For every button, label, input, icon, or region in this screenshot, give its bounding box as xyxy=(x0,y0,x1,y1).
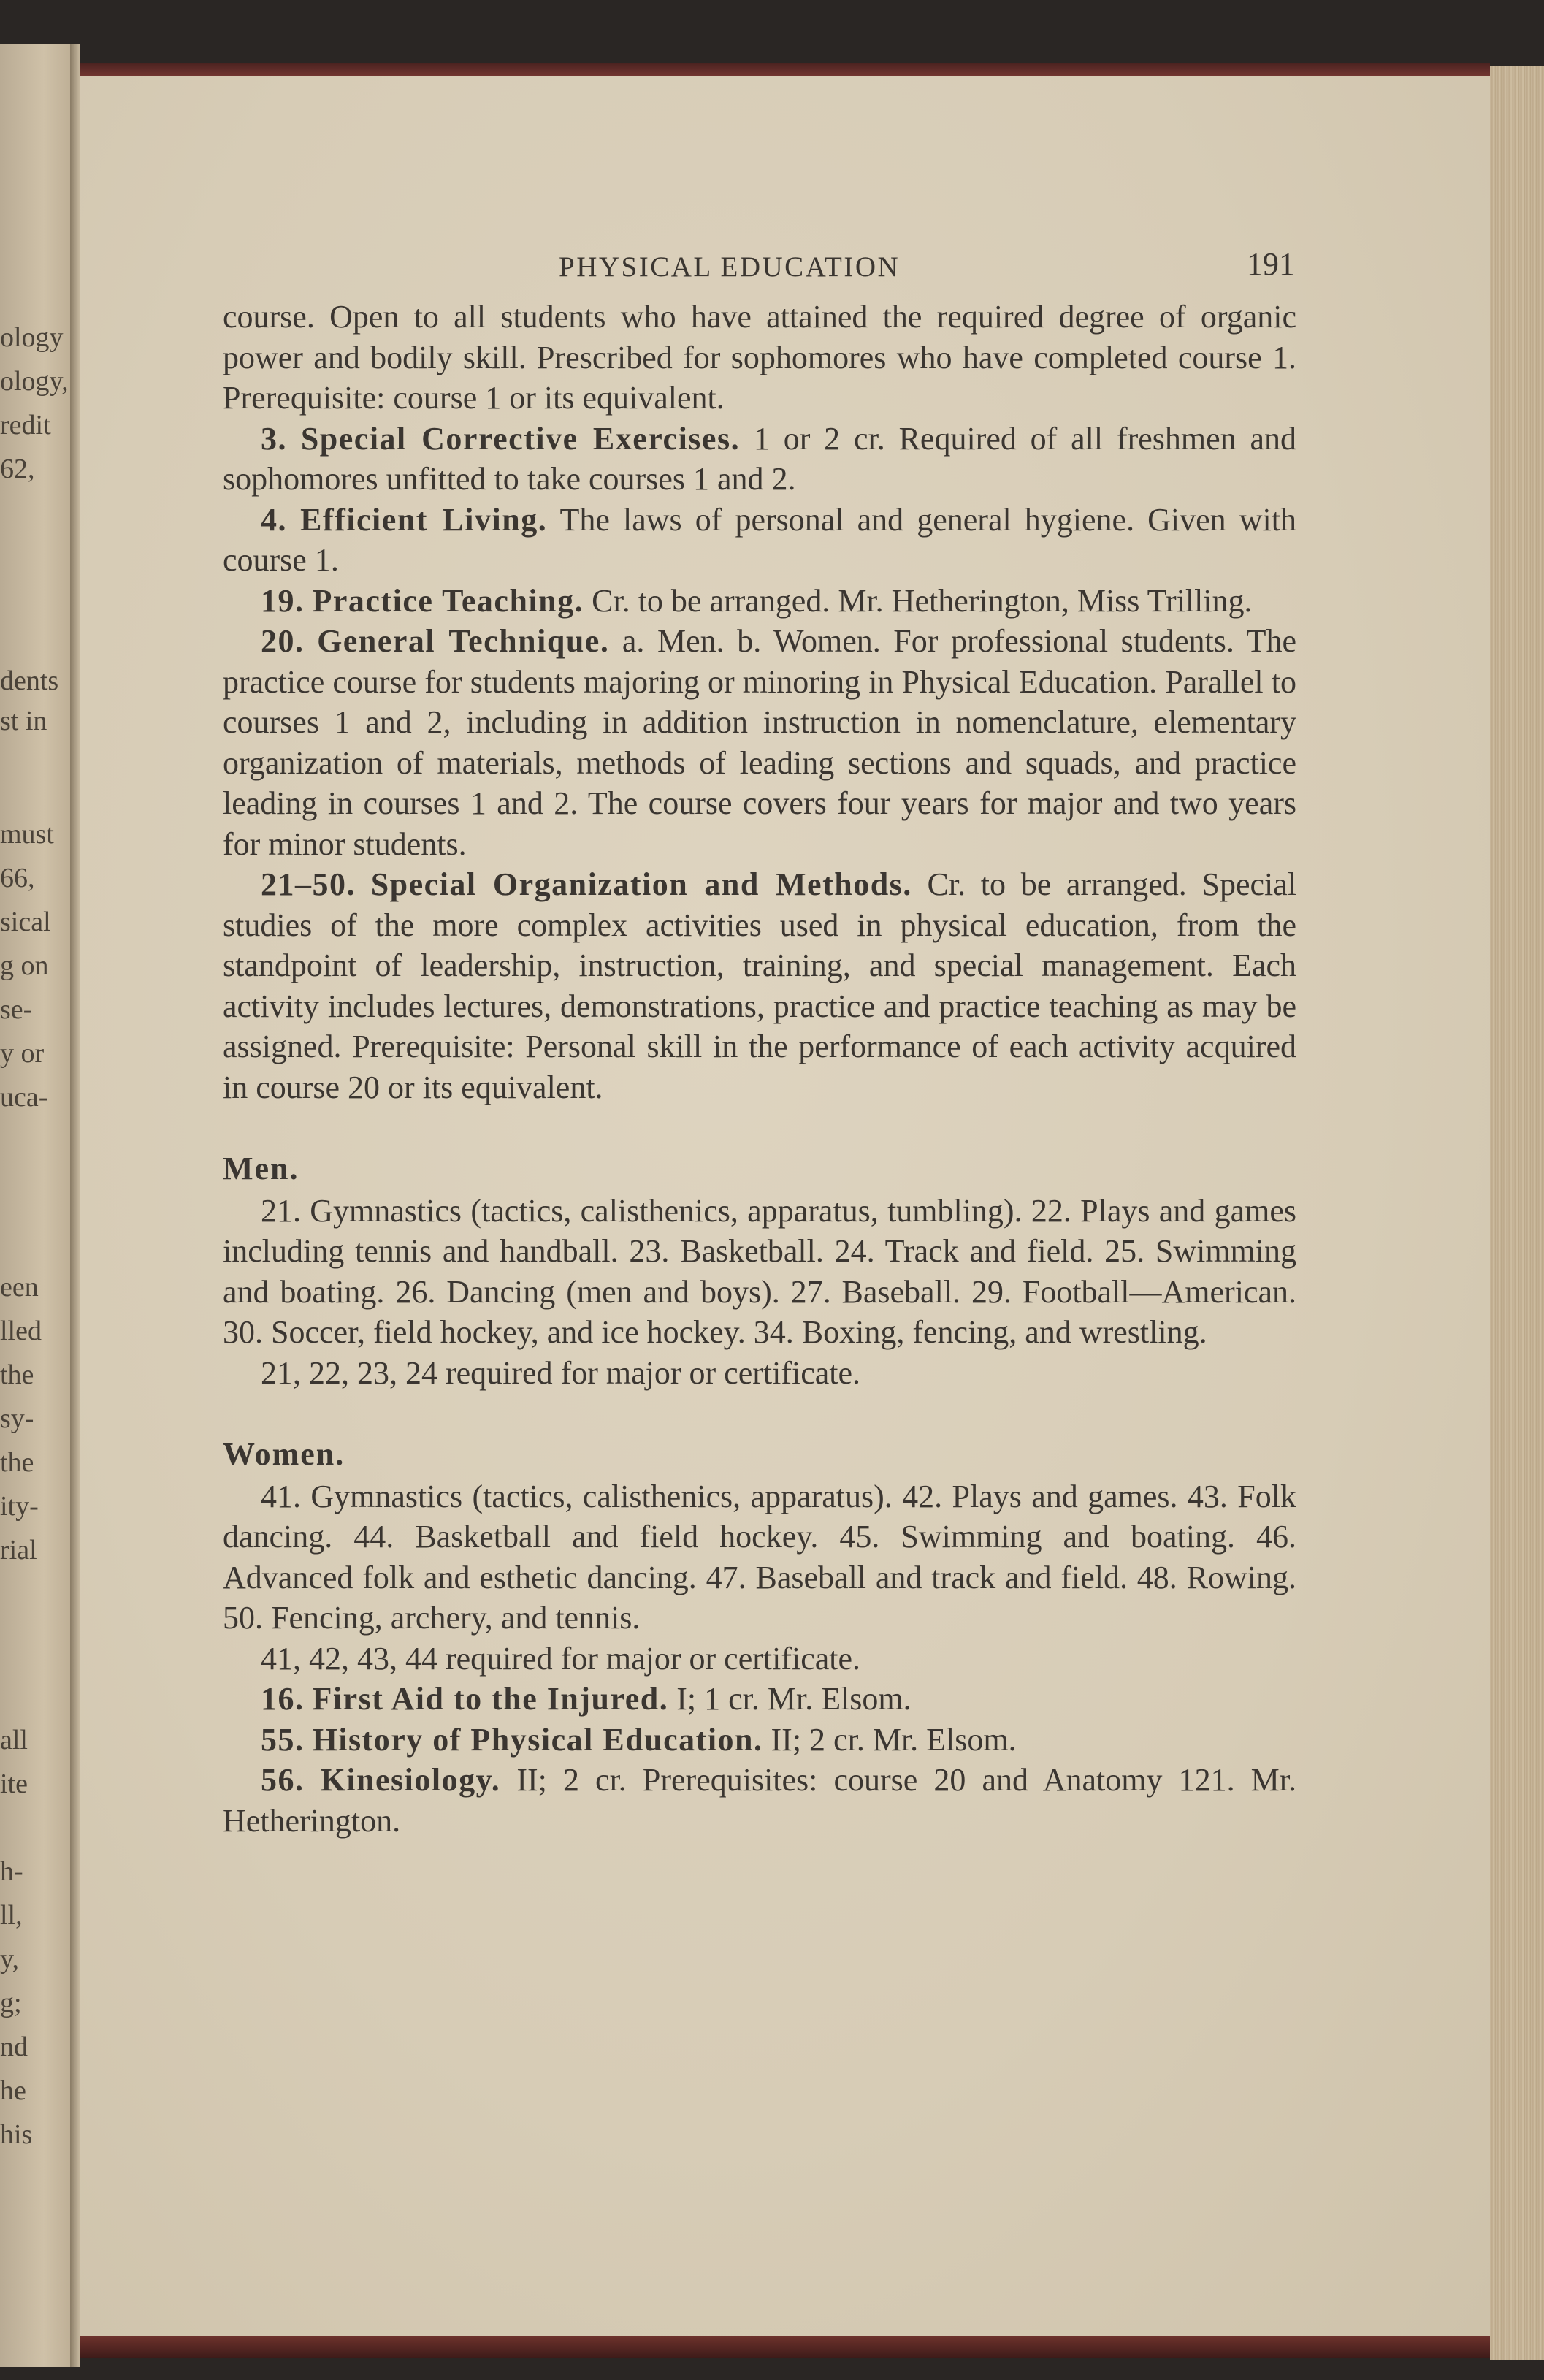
course-description: The laws of personal and general hygiene. Given with course 1. xyxy=(223,501,1296,578)
running-head: PHYSICAL EDUCATION xyxy=(559,251,901,283)
facing-page-fragment: y, xyxy=(0,1944,20,1975)
facing-page-fragment: y or xyxy=(0,1038,45,1069)
course-entry xyxy=(223,1679,1296,1720)
facing-page-fragment: he xyxy=(0,2075,26,2106)
facing-page-fragment: lled xyxy=(0,1316,42,1346)
course-description: 1 or 2 cr. Required of all freshmen and sophomores unfitted to take courses 1 and 2. xyxy=(223,420,1297,497)
facing-page-fragment: redit xyxy=(0,410,51,440)
page-header xyxy=(223,241,1296,292)
course-entry xyxy=(223,1760,1296,1841)
women-heading: Women. xyxy=(223,1436,345,1472)
course-number: 56. xyxy=(261,1762,305,1798)
course-number: 55. xyxy=(261,1721,305,1758)
course-entry xyxy=(223,864,1296,1107)
facing-page-fragment: 62, xyxy=(0,454,35,484)
facing-page-fragment: ite xyxy=(0,1769,28,1799)
facing-page-fragment: all xyxy=(0,1725,28,1755)
men-heading: Men. xyxy=(223,1151,299,1186)
course-description: II; 2 cr. Mr. Elsom. xyxy=(771,1721,1017,1758)
course-entry xyxy=(223,581,1296,622)
course-description: I; 1 cr. Mr. Elsom. xyxy=(676,1681,912,1717)
facing-page-fragment: g on xyxy=(0,950,49,981)
course-paragraph: course. Open to all students who have attained the required degree of organic power and bodily skill. Prescribed for sophomores who have completed course 1. Prerequisite: course 1 or its equivalent. xyxy=(223,299,1296,416)
facing-page-fragment: dents xyxy=(0,665,59,696)
facing-page-fragment: sical xyxy=(0,907,51,937)
course-number: 21–50. xyxy=(261,866,356,902)
facing-page-fragment: ity- xyxy=(0,1491,39,1522)
facing-page-fragment: the xyxy=(0,1359,34,1390)
course-entry xyxy=(223,1720,1296,1761)
facing-page-fragment: h- xyxy=(0,1856,23,1887)
course-number: 3. xyxy=(261,420,287,457)
men-course-list: 21. Gymnastics (tactics, calisthenics, apparatus, tumbling). 22. Plays and games including tennis and handball. 23. Basketball. 24. Track and field. 25. Swimming and boating. 26. Dancing (men and boys). 27. Baseball. 29. Football—American. 30. Soccer, field hockey, and ice hockey. 34. Boxing, fencing, and wrestling. xyxy=(223,1192,1296,1350)
women-course-list: 41. Gymnastics (tactics, calisthenics, apparatus). 42. Plays and games. 43. Folk dancing. 44. Basketball and field hockey. 45. Swimming and boating. 46. Advanced folk and esthetic dancing. 47. Baseball and track and field. 48. Rowing. 50. Fencing, archery, and tennis. xyxy=(223,1478,1296,1636)
facing-page-fragment: his xyxy=(0,2119,33,2150)
women-requirement: 41, 42, 43, 44 required for major or certificate. xyxy=(261,1640,861,1677)
course-number: 20. xyxy=(261,623,305,659)
book-gutter xyxy=(70,44,80,2367)
course-description: II; 2 cr. Prerequisites: course 20 and Anatomy 121. Mr. Hetherington. xyxy=(223,1762,1297,1839)
course-description: Cr. to be arranged. Special studies of the more complex activities used in physical education, from the standpoint of leadership, instruction, training, and special management. Each activity includes lectures, demonstrations, practice and practice teaching as may be assigned. Prerequisite: Personal skill in the performance of each activity acquired in course 20 or its equivalent. xyxy=(223,866,1297,1105)
book-cover-edge-bottom xyxy=(80,2336,1490,2358)
facing-page-fragment: een xyxy=(0,1272,39,1302)
course-description: a. Men. b. Women. For professional students. The practice course for students majoring or minoring in Physical Education. Parallel to courses 1 and 2, including in addition instruction in nomenclature, elementary organization of materials, methods of leading sections and squads, and practice leading in courses 1 and 2. The course covers four years for major and two years for minor students. xyxy=(223,623,1296,862)
course-entry xyxy=(223,419,1296,500)
facing-page-fragment: g; xyxy=(0,1988,22,2018)
course-title: Special Organization and Methods. xyxy=(370,866,912,902)
course-title: General Technique. xyxy=(317,623,610,659)
course-entry xyxy=(223,621,1296,864)
course-title: Practice Teaching. xyxy=(312,582,584,619)
facing-page-fragment: sy- xyxy=(0,1403,34,1434)
course-description: Cr. to be arranged. Mr. Hetherington, Miss Trilling. xyxy=(592,582,1253,619)
facing-page-fragment: se- xyxy=(0,994,33,1025)
course-title: Efficient Living. xyxy=(300,501,548,538)
facing-page-fragment: st in xyxy=(0,706,47,736)
course-number: 4. xyxy=(261,501,287,538)
facing-page-fragment: uca- xyxy=(0,1082,48,1113)
course-title: First Aid to the Injured. xyxy=(312,1681,669,1717)
facing-page-fragment: the xyxy=(0,1447,34,1478)
course-title: Kinesiology. xyxy=(320,1762,501,1798)
course-title: History of Physical Education. xyxy=(312,1721,763,1758)
course-number: 16. xyxy=(261,1681,305,1717)
course-title: Special Corrective Exercises. xyxy=(300,420,741,457)
facing-page-fragment: ll, xyxy=(0,1900,23,1931)
facing-page-fragment: 66, xyxy=(0,863,35,893)
page-stack-edge xyxy=(1490,66,1544,2360)
facing-page-fragment: must xyxy=(0,819,54,850)
page-text xyxy=(223,241,1296,1841)
men-requirement: 21, 22, 23, 24 required for major or certificate. xyxy=(261,1354,861,1391)
facing-page-fragment: rial xyxy=(0,1535,37,1565)
course-number: 19. xyxy=(261,582,305,619)
facing-page-edge xyxy=(0,44,73,2367)
facing-page-fragment: ology, xyxy=(0,366,69,397)
facing-page-fragment: nd xyxy=(0,2032,28,2062)
facing-page-fragment: ology xyxy=(0,322,64,353)
course-entry xyxy=(223,500,1296,581)
page-number: 191 xyxy=(1247,246,1295,282)
